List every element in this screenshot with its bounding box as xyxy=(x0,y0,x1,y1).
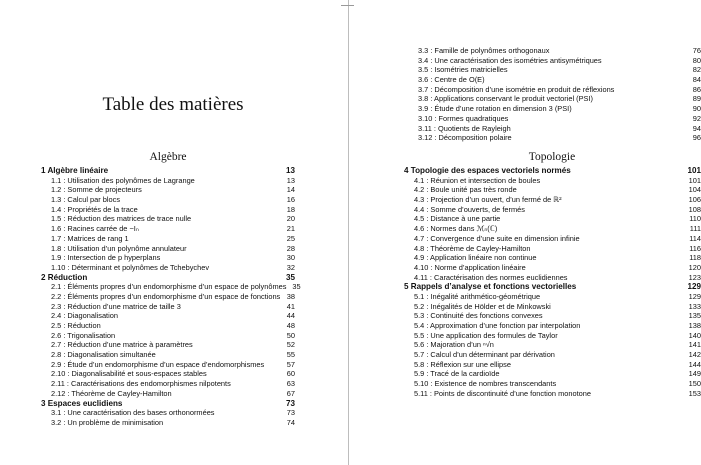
toc-section-entry[interactable] xyxy=(41,389,295,399)
toc-section-entry[interactable] xyxy=(41,224,295,234)
toc-entry-title: 5.3 : Continuité des fonctions convexes xyxy=(414,311,543,321)
toc-entry-page: 73 xyxy=(286,408,295,418)
toc-entry-title: 2.3 : Réduction d’une matrice de taille 3 xyxy=(51,301,181,311)
toc-section-entry[interactable] xyxy=(404,311,701,321)
toc-section-entry[interactable] xyxy=(408,85,701,95)
toc-entry-title: 2.8 : Diagonalisation simultanée xyxy=(51,350,156,360)
toc-section-entry[interactable] xyxy=(41,234,295,244)
toc-entry-title: 5.4 : Approximation d’une fonction par interpolation xyxy=(414,321,581,330)
toc-entry-title: 2.11 : Caractérisations des endomorphismes nilpotents xyxy=(51,379,231,389)
toc-entry-title: 2.6 : Trigonalisation xyxy=(51,330,116,340)
toc-entry-page: 35 xyxy=(285,272,295,282)
toc-title: Table des matières xyxy=(102,94,244,115)
toc-section-entry[interactable] xyxy=(41,369,295,379)
toc-section-entry[interactable] xyxy=(404,389,701,399)
toc-section-entry[interactable] xyxy=(404,195,701,205)
toc-entry-title: 1.5 : Réduction des matrices de trace nulle xyxy=(51,214,192,224)
toc-entry-title: 4.10 : Norme d’application linéaire xyxy=(414,262,526,272)
toc-entry-title: 2.12 : Théorème de Cayley-Hamilton xyxy=(51,388,172,398)
toc-entry-page: 94 xyxy=(692,123,701,133)
toc-section-entry[interactable] xyxy=(41,418,295,428)
toc-entry-page: 89 xyxy=(692,94,701,104)
toc-section-entry[interactable] xyxy=(408,124,701,134)
toc-section-entry[interactable] xyxy=(404,379,701,389)
toc-entry-title: 4.9 : Application linéaire non continue xyxy=(414,253,537,263)
book-spine xyxy=(348,0,349,465)
toc-entry-title: 3.11 : Quotients de Rayleigh xyxy=(418,123,511,133)
toc-entry-title: 4.2 : Boule unité pas très ronde xyxy=(414,185,517,195)
toc-section-entry[interactable] xyxy=(41,282,301,292)
toc-entry-title: 3.7 : Décomposition d’une isométrie en produit de réflexions xyxy=(418,84,615,94)
toc-chapter-entry[interactable] xyxy=(41,399,295,409)
toc-entry-title: 3 Espaces euclidiens xyxy=(41,398,123,408)
toc-entry-page: 135 xyxy=(688,311,701,321)
toc-entry-page: 129 xyxy=(687,282,701,292)
toc-chapter-entry[interactable] xyxy=(404,166,701,176)
toc-entry-page: 73 xyxy=(285,398,295,408)
toc-section-entry[interactable] xyxy=(41,244,295,254)
toc-entry-title: 3.4 : Une caractérisation des isométries antisymétriques xyxy=(418,55,602,65)
toc-entry-title: 1.6 : Racines carrée de −Iₙ xyxy=(51,224,139,234)
toc-entry-page: 96 xyxy=(692,133,701,143)
toc-entry-title: 4.7 : Convergence d’une suite en dimension infinie xyxy=(414,233,580,243)
toc-entry-page: 41 xyxy=(286,301,295,311)
toc-entry-page: 18 xyxy=(286,204,295,214)
toc-section-entry[interactable] xyxy=(408,94,701,104)
toc-entry-page: 129 xyxy=(688,291,701,301)
toc-entry-page: 63 xyxy=(286,379,295,389)
toc-entry-page: 38 xyxy=(286,291,295,301)
toc-entry-page: 28 xyxy=(286,243,295,253)
toc-section-entry[interactable] xyxy=(404,214,701,224)
toc-chapter-entry[interactable] xyxy=(404,282,701,292)
toc-entry-title: 3.9 : Étude d’une rotation en dimension 3 (PSI) xyxy=(418,104,572,114)
toc-entry-page: 111 xyxy=(689,224,701,234)
toc-entry-page: 86 xyxy=(692,84,701,94)
toc-entry-title: 2.2 : Éléments propres d’un endomorphisme d’un espace de fonctions xyxy=(51,291,281,301)
toc-entry-page: 118 xyxy=(689,253,701,263)
toc-entry-title: 5.6 : Majoration d’un ⁿ√n xyxy=(414,340,494,350)
toc-entry-title: 3.1 : Une caractérisation des bases orthonormées xyxy=(51,408,215,418)
toc-entry-page: 57 xyxy=(286,359,295,369)
toc-entry-title: 3.2 : Un problème de minimisation xyxy=(51,417,164,427)
toc-entry-page: 104 xyxy=(688,185,701,195)
toc-entry-page: 142 xyxy=(688,350,701,360)
toc-entry-title: 2.7 : Réduction d’une matrice à paramètres xyxy=(51,340,193,350)
toc-entry-page: 149 xyxy=(688,369,701,379)
toc-entry-page: 35 xyxy=(292,282,301,292)
toc-entry-title: 4 Topologie des espaces vectoriels normés xyxy=(404,166,571,175)
toc-entry-page: 108 xyxy=(688,204,701,214)
toc-entry-title: 4.6 : Normes dans ℳₙ(ℂ) xyxy=(414,224,498,234)
toc-entry-title: 1.10 : Déterminant et polynômes de Tchebychev xyxy=(51,262,210,272)
toc-section-entry[interactable] xyxy=(41,379,295,389)
toc-entry-page: 92 xyxy=(692,113,701,123)
toc-entry-page: 144 xyxy=(688,359,701,369)
toc-entry-title: 1.2 : Somme de projecteurs xyxy=(51,185,142,195)
toc-entry-title: 5.11 : Points de discontinuité d’une fonction monotone xyxy=(414,388,591,398)
toc-section-entry[interactable] xyxy=(41,331,295,341)
toc-chapter-entry[interactable] xyxy=(41,273,295,283)
part-title-topologie: Topologie xyxy=(528,151,576,163)
toc-section-entry[interactable] xyxy=(41,214,295,224)
toc-section-entry[interactable] xyxy=(408,133,701,143)
toc-section-entry[interactable] xyxy=(404,292,701,302)
toc-entry-title: 2.4 : Diagonalisation xyxy=(51,311,118,321)
toc-entry-title: 1.8 : Utilisation d’un polynôme annulateur xyxy=(51,243,187,253)
toc-entry-page: 14 xyxy=(286,185,295,195)
toc-entry-title: 1.1 : Utilisation des polynômes de Lagrange xyxy=(51,175,195,185)
toc-section-entry[interactable] xyxy=(41,408,295,418)
left-page xyxy=(0,0,346,465)
toc-entry-title: 4.5 : Distance à une partie xyxy=(414,214,501,224)
toc-section-entry[interactable] xyxy=(404,302,701,312)
toc-entry-page: 20 xyxy=(286,214,295,224)
toc-section-entry[interactable] xyxy=(404,185,701,195)
toc-entry-page: 80 xyxy=(692,55,701,65)
toc-entry-page: 13 xyxy=(286,175,295,185)
toc-section-entry[interactable] xyxy=(404,369,701,379)
toc-section-entry[interactable] xyxy=(404,224,701,234)
toc-entry-title: 2.1 : Éléments propres d’un endomorphisme d’un espace de polynômes xyxy=(51,282,287,292)
toc-section-entry[interactable] xyxy=(41,176,295,186)
toc-entry-page: 101 xyxy=(687,166,701,175)
toc-section-entry[interactable] xyxy=(41,360,295,370)
toc-entry-title: 1 Algèbre linéaire xyxy=(41,166,109,175)
toc-section-entry[interactable] xyxy=(408,56,701,66)
toc-entry-title: 4.1 : Réunion et intersection de boules xyxy=(414,175,541,185)
toc-section-entry[interactable] xyxy=(404,273,701,283)
toc-entry-title: 3.12 : Décomposition polaire xyxy=(418,133,512,143)
toc-entry-page: 133 xyxy=(688,301,701,311)
toc-entry-page: 48 xyxy=(286,321,295,330)
toc-section-entry[interactable] xyxy=(408,75,701,85)
toc-entry-title: 1.7 : Matrices de rang 1 xyxy=(51,233,129,243)
toc-entry-title: 1.4 : Propriétés de la trace xyxy=(51,204,138,214)
toc-entry-page: 84 xyxy=(692,75,701,85)
toc-entry-page: 153 xyxy=(688,388,701,398)
toc-section-entry[interactable] xyxy=(41,205,295,215)
right-page xyxy=(354,0,700,465)
toc-entry-title: 2.10 : Diagonalisabilité et sous-espaces stables xyxy=(51,369,207,379)
toc-section-entry[interactable] xyxy=(404,321,701,331)
toc-entry-page: 116 xyxy=(689,243,701,253)
toc-entry-title: 5.5 : Une application des formules de Taylor xyxy=(414,330,558,340)
toc-entry-title: 2.5 : Réduction xyxy=(51,321,101,330)
toc-section-entry[interactable] xyxy=(404,253,701,263)
toc-entry-page: 50 xyxy=(286,330,295,340)
toc-section-entry[interactable] xyxy=(404,205,701,215)
toc-section-entry[interactable] xyxy=(404,176,701,186)
toc-entry-page: 76 xyxy=(692,46,701,55)
toc-entry-page: 114 xyxy=(689,233,701,243)
toc-entry-title: 5.8 : Réflexion sur une ellipse xyxy=(414,359,511,369)
toc-entry-title: 4.3 : Projection d’un ouvert, d’un fermé de ℝ² xyxy=(414,195,562,205)
toc-section-entry[interactable] xyxy=(404,331,701,341)
toc-entry-page: 32 xyxy=(286,262,295,272)
toc-section-entry[interactable] xyxy=(41,340,295,350)
toc-section-entry[interactable] xyxy=(41,292,295,302)
toc-entry-page: 101 xyxy=(688,175,701,185)
toc-entry-title: 3.8 : Applications conservant le produit vectoriel (PSI) xyxy=(418,94,594,104)
toc-entry-title: 5 Rappels d’analyse et fonctions vectorielles xyxy=(404,282,577,292)
toc-section-entry[interactable] xyxy=(404,360,701,370)
toc-entry-title: 1.9 : Intersection de p hyperplans xyxy=(51,253,161,263)
toc-entry-page: 74 xyxy=(286,417,295,427)
toc-entry-page: 90 xyxy=(692,104,701,114)
toc-entry-page: 150 xyxy=(688,379,701,389)
toc-entry-title: 2.9 : Étude d’un endomorphisme d’un espace d’endomorphismes xyxy=(51,359,265,369)
toc-section-entry[interactable] xyxy=(404,340,701,350)
toc-section-entry[interactable] xyxy=(404,244,701,254)
toc-entry-title: 4.11 : Caractérisation des normes euclidiennes xyxy=(414,272,568,282)
toc-entry-page: 13 xyxy=(285,166,295,175)
toc-chapter-entry[interactable] xyxy=(41,166,295,176)
toc-entry-title: 5.9 : Tracé de la cardioïde xyxy=(414,369,500,379)
toc-entry-title: 3.10 : Formes quadratiques xyxy=(418,113,509,123)
toc-entry-page: 123 xyxy=(688,272,701,282)
toc-entry-page: 25 xyxy=(286,233,295,243)
part-title-algebre: Algèbre xyxy=(149,151,187,163)
toc-entry-page: 120 xyxy=(688,262,701,272)
toc-section-entry[interactable] xyxy=(41,253,295,263)
toc-section-entry[interactable] xyxy=(404,350,701,360)
toc-entry-page: 138 xyxy=(688,321,701,330)
toc-entry-page: 141 xyxy=(688,340,701,350)
toc-entry-page: 52 xyxy=(286,340,295,350)
toc-entry-title: 3.6 : Centre de O(E) xyxy=(418,75,485,85)
toc-list-right xyxy=(404,166,701,399)
toc-entry-title: 5.2 : Inégalités de Hölder et de Minkowski xyxy=(414,301,551,311)
toc-section-entry[interactable] xyxy=(408,65,701,75)
toc-list-left xyxy=(41,166,301,428)
toc-section-entry[interactable] xyxy=(41,350,295,360)
toc-entry-title: 5.7 : Calcul d’un déterminant par dérivation xyxy=(414,350,555,360)
toc-section-entry[interactable] xyxy=(41,302,295,312)
toc-section-entry[interactable] xyxy=(408,104,701,114)
toc-entry-title: 5.1 : Inégalité arithmético-géométrique xyxy=(414,291,541,301)
toc-entry-page: 21 xyxy=(286,224,295,234)
toc-entry-title: 3.3 : Famille de polynômes orthogonaux xyxy=(418,46,550,55)
toc-entry-title: 1.3 : Calcul par blocs xyxy=(51,195,121,205)
toc-entry-title: 3.5 : Isométries matricielles xyxy=(418,65,508,75)
toc-section-entry[interactable] xyxy=(408,46,701,56)
toc-list-continued xyxy=(408,46,701,143)
toc-entry-page: 55 xyxy=(286,350,295,360)
toc-entry-page: 106 xyxy=(688,195,701,205)
toc-section-entry[interactable] xyxy=(41,195,295,205)
toc-entry-title: 4.8 : Théorème de Cayley-Hamilton xyxy=(414,243,531,253)
toc-section-entry[interactable] xyxy=(41,321,295,331)
toc-entry-page: 110 xyxy=(689,214,701,224)
toc-section-entry[interactable] xyxy=(41,311,295,321)
toc-entry-page: 82 xyxy=(692,65,701,75)
toc-entry-title: 2 Réduction xyxy=(41,272,88,282)
toc-entry-title: 5.10 : Existence de nombres transcendants xyxy=(414,379,557,389)
toc-section-entry[interactable] xyxy=(41,185,295,195)
toc-entry-page: 60 xyxy=(286,369,295,379)
toc-entry-page: 67 xyxy=(286,388,295,398)
toc-entry-page: 140 xyxy=(688,330,701,340)
toc-section-entry[interactable] xyxy=(404,234,701,244)
toc-section-entry[interactable] xyxy=(404,263,701,273)
toc-entry-page: 44 xyxy=(286,311,295,321)
toc-entry-page: 30 xyxy=(286,253,295,263)
toc-entry-page: 16 xyxy=(286,195,295,205)
toc-section-entry[interactable] xyxy=(408,114,701,124)
toc-entry-title: 4.4 : Somme d’ouverts, de fermés xyxy=(414,204,525,214)
toc-section-entry[interactable] xyxy=(41,263,295,273)
